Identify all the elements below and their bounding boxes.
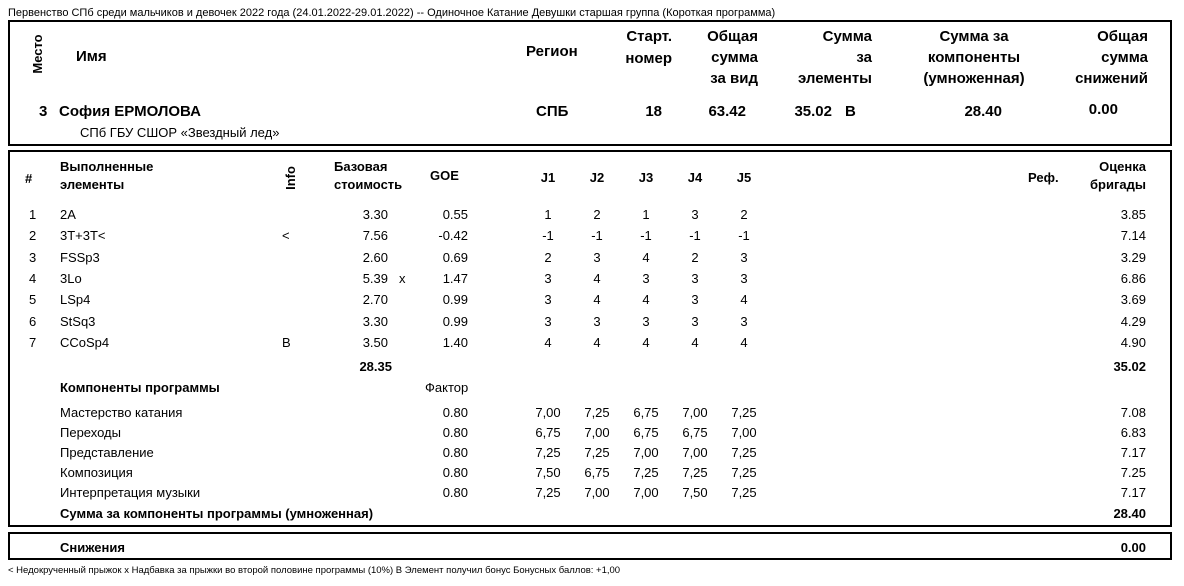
element-row-x-flag: x <box>399 270 406 286</box>
element-row-goe: 0.69 <box>442 249 468 265</box>
col-base-header: Базовая стоимость <box>334 159 403 192</box>
element-row-judge-3: 4 <box>642 249 650 265</box>
element-row-judge-2: 4 <box>593 270 601 286</box>
components-score-label: Сумма за компоненты (умноженная) <box>923 28 1025 87</box>
element-row-judge-1: 3 <box>544 270 552 286</box>
element-row-judge-1: 4 <box>544 334 552 350</box>
element-row-judge-4: -1 <box>689 228 701 244</box>
components-title: Компоненты программы <box>60 380 220 395</box>
col-j2-header: J2 <box>589 170 605 185</box>
col-info-header: Info <box>283 166 298 190</box>
element-row-judge-5: 4 <box>740 292 748 308</box>
component-row-judge-5: 7,25 <box>731 485 757 500</box>
element-row-goe: 1.40 <box>442 334 468 350</box>
element-row-judge-4: 3 <box>691 292 699 308</box>
component-row-name: Композиция <box>60 465 133 480</box>
element-row-judge-4: 3 <box>691 313 699 329</box>
element-row-panel: 7.14 <box>1120 228 1146 244</box>
element-row-num: 2 <box>29 228 37 244</box>
element-row-judge-5: 3 <box>740 270 748 286</box>
component-row-name: Мастерство катания <box>60 405 183 420</box>
col-j4-header: J4 <box>687 170 703 185</box>
element-row-panel: 3.85 <box>1120 207 1146 222</box>
element-row-judge-2: 2 <box>593 207 601 222</box>
element-row-name: 2A <box>60 207 76 222</box>
element-row-judge-2: 3 <box>593 249 601 265</box>
component-row-judge-3: 7,00 <box>633 445 659 460</box>
component-row-name: Представление <box>60 445 154 460</box>
component-row-factor: 0.80 <box>442 405 468 420</box>
component-row-score: 7.25 <box>1120 465 1146 480</box>
footnote: < Недокрученный прыжок x Надбавка за прыжки во второй половине программы (10%) B Элемент получил бонус Бонусных баллов: +1,00 <box>8 565 621 576</box>
component-row-judge-4: 7,50 <box>682 485 708 500</box>
component-row-judge-5: 7,25 <box>731 405 757 420</box>
element-row-info: B <box>282 334 291 350</box>
element-row-panel: 4.90 <box>1120 334 1146 350</box>
component-row-judge-2: 7,00 <box>584 485 610 500</box>
component-row-judge-3: 6,75 <box>633 425 659 440</box>
element-row-num: 3 <box>29 249 37 265</box>
element-row-base: 2.60 <box>362 249 388 265</box>
element-row-judge-4: 3 <box>691 207 699 222</box>
region-label: Регион <box>526 43 578 60</box>
element-row-num: 1 <box>29 207 37 222</box>
component-row-factor: 0.80 <box>442 465 468 480</box>
component-row-judge-3: 7,25 <box>633 465 659 480</box>
element-row-base: 5.39 <box>362 270 388 286</box>
element-row-num: 7 <box>29 334 37 350</box>
element-row-judge-3: 3 <box>642 270 650 286</box>
element-row-panel: 6.86 <box>1120 270 1146 286</box>
col-j1-header: J1 <box>540 170 556 185</box>
element-row-judge-4: 4 <box>691 334 699 350</box>
component-row-judge-5: 7,00 <box>731 425 757 440</box>
deductions-title: Снижения <box>60 540 125 555</box>
component-row-judge-1: 7,50 <box>535 465 561 480</box>
deductions-value: 0.00 <box>1120 540 1146 555</box>
element-row-goe: 1.47 <box>442 270 468 286</box>
component-row-factor: 0.80 <box>442 425 468 440</box>
skater-start-number: 18 <box>645 103 662 120</box>
col-element-header: Выполненные элементы <box>60 159 154 192</box>
component-row-judge-1: 7,00 <box>535 405 561 420</box>
components-factor-label: Фактор <box>425 380 469 395</box>
col-ref-header: Реф. <box>1028 170 1059 185</box>
component-row-judge-5: 7,25 <box>731 445 757 460</box>
component-row-judge-4: 7,25 <box>682 465 708 480</box>
deductions-label: Общая сумма снижений <box>1075 28 1148 87</box>
component-row-name: Интерпретация музыки <box>60 485 201 500</box>
skater-region: СПБ <box>536 103 569 120</box>
component-row-name: Переходы <box>60 425 121 440</box>
component-row-judge-3: 7,00 <box>633 485 659 500</box>
element-row-judge-3: 4 <box>642 334 650 350</box>
element-row-goe: 0.99 <box>442 313 468 329</box>
skater-elements-flag: B <box>845 103 856 120</box>
element-row-base: 3.30 <box>362 207 388 222</box>
document-title: Первенство СПб среди мальчиков и девочек 2022 года (24.01.2022-29.01.2022) -- Одиночное Катание Девушки старшая группа (Короткая программа) <box>8 7 776 19</box>
component-row-factor: 0.80 <box>442 485 468 500</box>
elements-score-label: Сумма за элементы <box>797 28 872 87</box>
total-score-label: Общая сумма за вид <box>707 28 758 87</box>
element-row-base: 3.50 <box>362 334 388 350</box>
element-row-judge-5: 3 <box>740 249 748 265</box>
component-row-score: 7.17 <box>1120 445 1146 460</box>
component-row-judge-1: 7,25 <box>535 445 561 460</box>
base-total: 28.35 <box>359 359 392 374</box>
col-panel-header: Оценка бригады <box>1090 159 1146 192</box>
element-row-judge-3: 4 <box>642 292 650 308</box>
component-row-judge-2: 7,25 <box>584 405 610 420</box>
element-row-judge-2: 4 <box>593 292 601 308</box>
start-number-label: Старт. номер <box>625 28 672 67</box>
component-row-judge-3: 6,75 <box>633 405 659 420</box>
component-row-judge-4: 6,75 <box>682 425 708 440</box>
element-row-judge-1: 3 <box>544 313 552 329</box>
element-row-goe: -0.42 <box>438 228 468 244</box>
component-row-judge-5: 7,25 <box>731 465 757 480</box>
element-row-judge-5: 3 <box>740 313 748 329</box>
element-row-name: StSq3 <box>60 313 96 329</box>
element-row-panel: 3.29 <box>1120 249 1146 265</box>
element-row-num: 4 <box>29 270 37 286</box>
col-j5-header: J5 <box>736 170 752 185</box>
col-goe-header: GOE <box>430 168 459 183</box>
element-row-judge-4: 2 <box>691 249 699 265</box>
element-row-judge-3: 1 <box>642 207 650 222</box>
element-row-judge-2: 4 <box>593 334 601 350</box>
element-row-panel: 4.29 <box>1120 313 1146 329</box>
element-row-num: 6 <box>29 313 37 329</box>
skater-elements-score: 35.02 <box>794 103 832 120</box>
element-row-judge-3: 3 <box>642 313 650 329</box>
skater-components-score: 28.40 <box>964 103 1002 120</box>
element-row-judge-5: -1 <box>738 228 750 244</box>
element-row-judge-5: 4 <box>740 334 748 350</box>
element-row-judge-1: 2 <box>544 249 552 265</box>
component-row-factor: 0.80 <box>442 445 468 460</box>
element-row-judge-1: 3 <box>544 292 552 308</box>
component-row-judge-1: 6,75 <box>535 425 561 440</box>
component-row-judge-4: 7,00 <box>682 445 708 460</box>
deductions-box <box>8 532 1172 560</box>
element-row-judge-2: 3 <box>593 313 601 329</box>
skater-club: СПб ГБУ СШОР «Звездный лед» <box>80 125 280 140</box>
component-row-judge-4: 7,00 <box>682 405 708 420</box>
element-row-name: 3Lo <box>60 270 82 286</box>
rank-label: Место <box>30 34 45 74</box>
skater-deductions: 0.00 <box>1088 101 1118 118</box>
element-row-judge-4: 3 <box>691 270 699 286</box>
element-row-goe: 0.55 <box>442 207 468 222</box>
element-row-panel: 3.69 <box>1120 292 1146 308</box>
components-total: 28.40 <box>1113 506 1146 521</box>
element-row-judge-5: 2 <box>740 207 748 222</box>
skater-total-score: 63.42 <box>708 103 746 120</box>
components-total-label: Сумма за компоненты программы (умноженная) <box>60 506 374 521</box>
col-j3-header: J3 <box>638 170 654 185</box>
element-row-num: 5 <box>29 292 37 308</box>
element-row-judge-1: -1 <box>542 228 554 244</box>
component-row-score: 7.08 <box>1120 405 1146 420</box>
element-row-info: < <box>282 228 290 244</box>
element-row-name: LSp4 <box>60 292 91 308</box>
element-row-judge-3: -1 <box>640 228 652 244</box>
element-row-judge-1: 1 <box>544 207 552 222</box>
element-row-base: 7.56 <box>362 228 388 244</box>
element-row-base: 3.30 <box>362 313 388 329</box>
element-row-name: CCoSp4 <box>60 334 110 350</box>
name-label: Имя <box>76 48 107 65</box>
component-row-judge-2: 7,00 <box>584 425 610 440</box>
element-row-base: 2.70 <box>362 292 388 308</box>
skater-name: София ЕРМОЛОВА <box>59 103 201 120</box>
skater-rank: 3 <box>39 103 48 120</box>
component-row-judge-1: 7,25 <box>535 485 561 500</box>
component-row-score: 7.17 <box>1120 485 1146 500</box>
element-row-name: FSSp3 <box>60 249 100 265</box>
component-row-score: 6.83 <box>1120 425 1146 440</box>
panel-total: 35.02 <box>1113 359 1146 374</box>
component-row-judge-2: 7,25 <box>584 445 610 460</box>
element-row-name: 3T+3T< <box>60 228 106 244</box>
component-row-judge-2: 6,75 <box>584 465 610 480</box>
col-num-header: # <box>25 171 33 186</box>
element-row-judge-2: -1 <box>591 228 603 244</box>
element-row-goe: 0.99 <box>442 292 468 308</box>
